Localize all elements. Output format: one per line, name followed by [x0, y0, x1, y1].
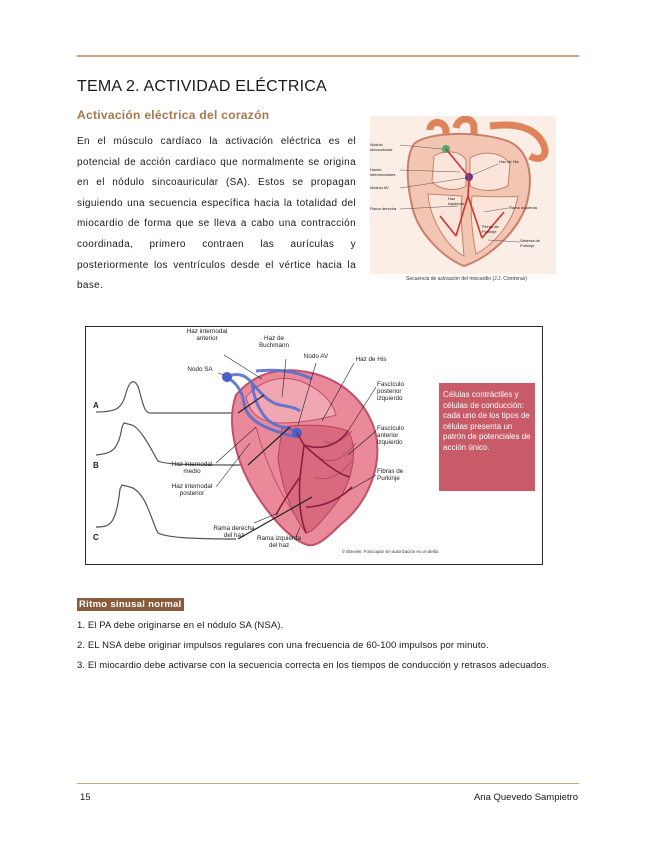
fig1-label-haz-izquierdo: Haz izquierdo — [448, 196, 465, 206]
wave-letter-a: A — [93, 401, 99, 410]
page-number: 15 — [80, 792, 91, 803]
label-rama-derecha: Rama derecha del haz — [213, 525, 255, 539]
wave-letter-c: C — [93, 533, 99, 542]
label-rama-izquierda: Rama izquierda del haz — [256, 535, 302, 549]
label-haz-bachmann: Haz de Buchmann — [258, 335, 290, 349]
fig1-label-rama-derecha: Rama derecha — [370, 206, 397, 211]
section-subtitle: Activación eléctrica del corazón — [77, 108, 270, 122]
rhythm-item: 3. El miocardio debe activarse con la secuencia correcta en los tiempos de conducción y retrasos adecuados. — [77, 660, 550, 671]
fig1-label-fibras: Fibras de Purkinje — [482, 224, 499, 234]
wave-b — [96, 423, 246, 465]
sa-node — [222, 372, 232, 382]
rhythm-list — [77, 616, 579, 676]
rhythm-item: 2. EL NSA debe originar impulsos regulares con una frecuencia de 60-100 impulsos por minuto. — [77, 640, 489, 651]
rhythm-item: 1. El PA debe originarse en el nódulo SA (NSA). — [77, 620, 284, 631]
conduction-system-figure — [85, 326, 543, 565]
fig1-label-purkinje: Sistema de Purkinje — [520, 238, 541, 248]
fig1-label-internodal: Haces internodulares — [370, 167, 396, 177]
intro-paragraph: En el músculo cardíaco la activación eléctrica es el potencial de acción cardíaco que normalmente se origina en el nódulo sincoauricular (SA). Estos se propagan siguiendo una secuencia específica hacia la totalidad del miocardio de forma que se lleva a cabo una contracción coordinada, primero contraen las aurículas y posteriormente los ventrículos desde el vértice hacia la base. — [77, 136, 356, 292]
rhythm-heading: Ritmo sinusal normal — [79, 599, 182, 610]
fig1-label-rama-izquierda: Rama izquierda — [509, 205, 538, 210]
label-haz-internodal-medio: Haz internodal medio — [171, 461, 213, 475]
label-nodo-sa: Nodo SA — [187, 366, 213, 373]
page-title: TEMA 2. ACTIVIDAD ELÉCTRICA — [77, 78, 327, 95]
heart-diagram-small — [370, 116, 556, 274]
label-haz-his: Haz de His — [355, 356, 387, 363]
label-haz-internodal-anterior: Haz internodal anterior — [186, 328, 228, 342]
label-fibras-purkinje: Fibras de Purkinje — [377, 468, 404, 482]
heart-activation-figure — [370, 116, 556, 288]
wave-letter-b: B — [93, 461, 99, 470]
fig1-label-his: Haz de His — [499, 159, 519, 164]
figure-credit: © Elsevier. Fotocopiar sin autorización es un delito. — [342, 549, 440, 554]
label-nodo-av: Nodo AV — [303, 353, 329, 360]
fig1-label-av: Nódulo AV — [370, 185, 389, 190]
label-fasciculo-posterior: Fascículo posterior izquierdo — [377, 381, 404, 402]
footer-author: Ana Quevedo Sampietro — [473, 792, 578, 803]
fig1-caption: Secuencia de activación del miocardio (J.J. Contreras) — [406, 276, 527, 282]
wave-a — [96, 382, 236, 413]
header-rule — [77, 55, 579, 57]
footer-rule — [77, 783, 579, 784]
label-fasciculo-anterior: Fascículo anterior izquierdo — [377, 425, 404, 446]
label-haz-internodal-posterior: Haz internodal posterior — [171, 483, 213, 497]
fig1-label-sa: Nódulo sinoauricular — [370, 142, 393, 152]
cell-types-callout: Células contráctiles y células de conducción: cada uno de los tipos de células presenta un patrón de potenciales de acción único. — [439, 383, 535, 491]
